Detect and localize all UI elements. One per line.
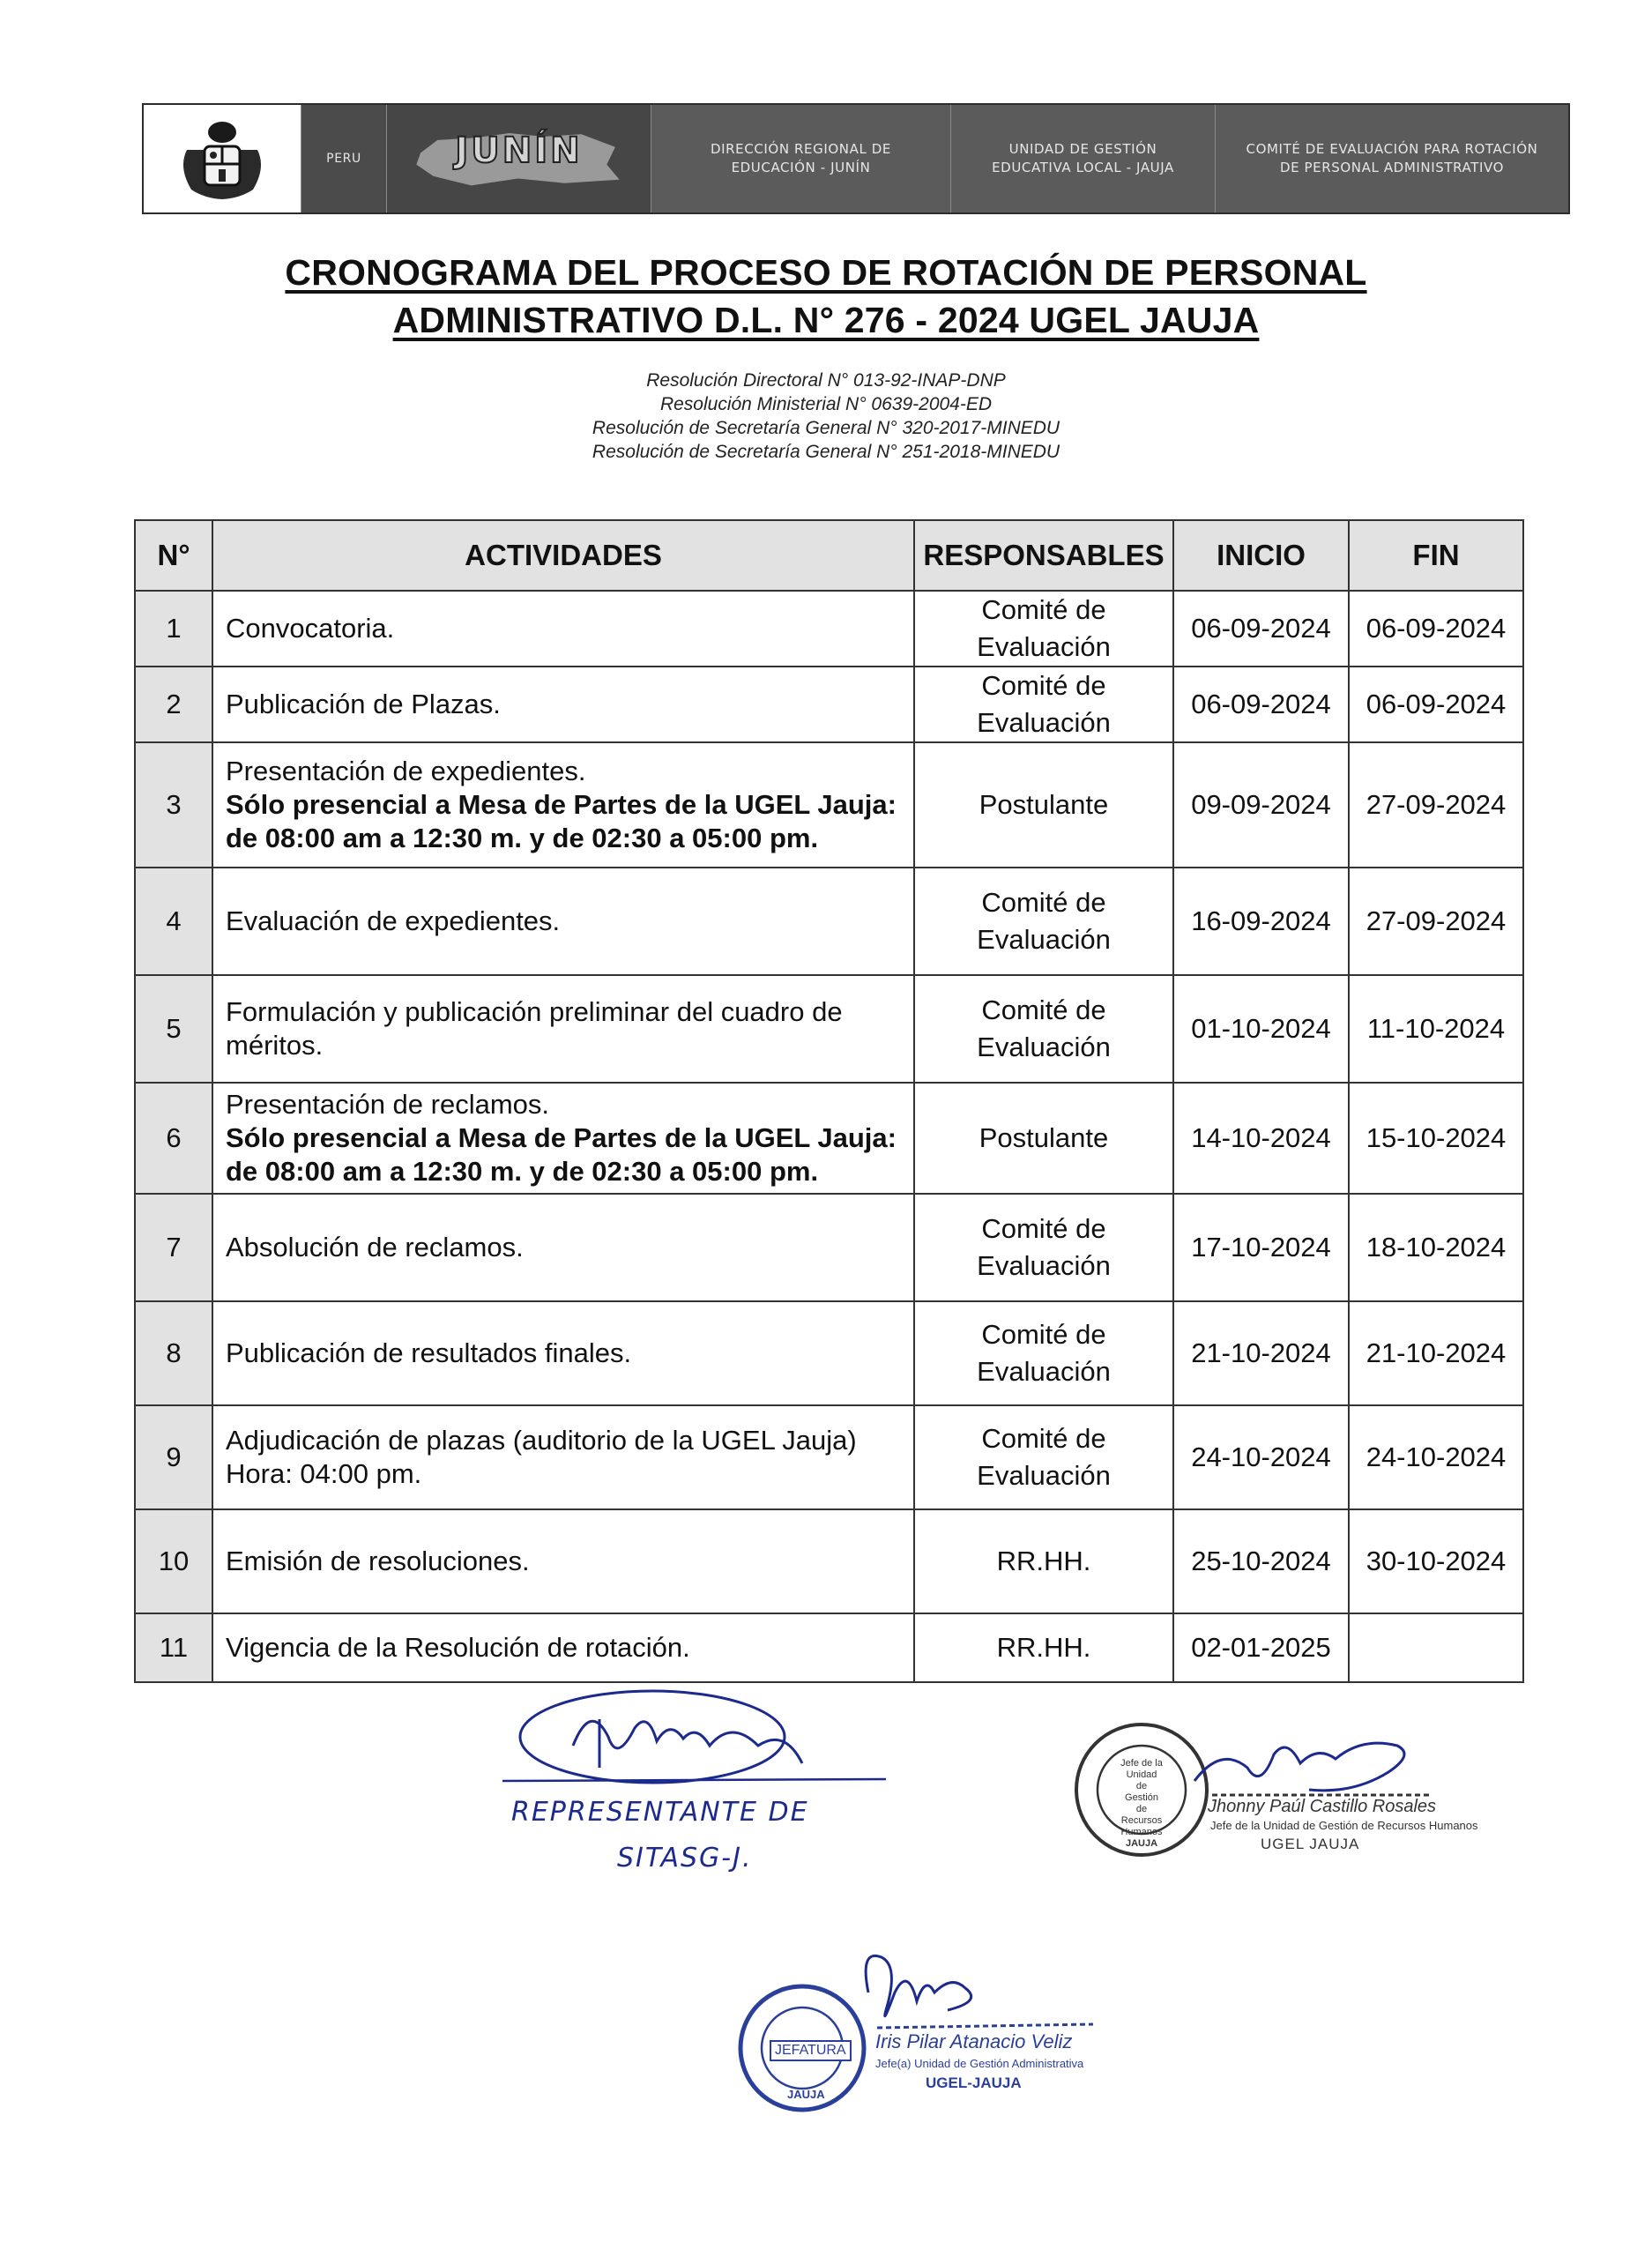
row-activity [212, 667, 914, 742]
row-activity [212, 742, 914, 868]
row-end-date: 06-09-2024 [1349, 667, 1523, 742]
header-number: N° [135, 520, 212, 591]
row-number: 11 [135, 1613, 212, 1682]
table-row [135, 591, 1523, 667]
table-row [135, 1194, 1523, 1301]
activity-text: Absolución de reclamos. [226, 1232, 524, 1263]
signature-sitasg [494, 1684, 899, 1904]
row-responsible: Comité de Evaluación [914, 667, 1173, 742]
row-number: 3 [135, 742, 212, 868]
signer-name: Iris Pilar Atanacio Veliz [875, 2030, 1073, 2052]
row-start-date: 01-10-2024 [1173, 975, 1349, 1083]
signer-org: UGEL-JAUJA [926, 2075, 1022, 2091]
row-start-date: 24-10-2024 [1173, 1405, 1349, 1509]
document-title-line-1: CRONOGRAMA DEL PROCESO DE ROTACIÓN DE PERSONAL [285, 252, 1367, 293]
peru-coat-of-arms-icon [144, 105, 301, 212]
table-header-row [135, 520, 1523, 591]
region-logo-text: JUNÍN [455, 130, 583, 171]
row-start-date: 09-09-2024 [1173, 742, 1349, 868]
document-title-line-2: ADMINISTRATIVO D.L. N° 276 - 2024 UGEL JAUJA [392, 300, 1260, 340]
row-number: 10 [135, 1509, 212, 1613]
header-responsible: RESPONSABLES [914, 520, 1173, 591]
row-start-date: 06-09-2024 [1173, 591, 1349, 667]
table-row [135, 975, 1523, 1083]
row-end-date: 15-10-2024 [1349, 1083, 1523, 1194]
signer-role: Jefe(a) Unidad de Gestión Administrativa [875, 2057, 1084, 2070]
row-responsible: Comité de Evaluación [914, 591, 1173, 667]
activity-text: Evaluación de expedientes. [226, 905, 561, 936]
row-end-date: 18-10-2024 [1349, 1194, 1523, 1301]
header-cell-dre: DIRECCIÓN REGIONAL DE EDUCACIÓN - JUNÍN [651, 105, 951, 212]
row-responsible: Comité de Evaluación [914, 1405, 1173, 1509]
peru-label: PERU [301, 105, 387, 212]
header-banner [142, 103, 1570, 214]
row-end-date: 27-09-2024 [1349, 868, 1523, 975]
row-number: 6 [135, 1083, 212, 1194]
row-responsible: Comité de Evaluación [914, 868, 1173, 975]
row-number: 9 [135, 1405, 212, 1509]
reference-line: Resolución Ministerial N° 0639-2004-ED [659, 394, 993, 414]
activity-text: Publicación de Plazas. [226, 689, 501, 719]
row-responsible: Postulante [914, 742, 1173, 868]
row-activity [212, 1405, 914, 1509]
table-row [135, 1405, 1523, 1509]
row-responsible: Comité de Evaluación [914, 1194, 1173, 1301]
row-responsible: Comité de Evaluación [914, 1301, 1173, 1405]
activity-text: Convocatoria. [226, 613, 395, 644]
row-number: 8 [135, 1301, 212, 1405]
stamp-city: JAUJA [787, 2088, 825, 2101]
handwritten-line-2: SITASG-J. [617, 1843, 753, 1873]
header-cell-ugel: UNIDAD DE GESTIÓN EDUCATIVA LOCAL - JAUJA [951, 105, 1216, 212]
stamp-jefatura: JEFATURA [770, 2040, 852, 2061]
activity-text: Emisión de resoluciones. [226, 1546, 530, 1576]
table-row [135, 1613, 1523, 1682]
row-activity [212, 868, 914, 975]
row-end-date: 24-10-2024 [1349, 1405, 1523, 1509]
signer-name: Jhonny Paúl Castillo Rosales [1208, 1797, 1437, 1816]
header-end: FIN [1349, 520, 1523, 591]
table-row [135, 1301, 1523, 1405]
stamp-inner-text: Jefe de la Unidad de Gestión de Recursos Humanos JAUJA [1120, 1758, 1163, 1849]
row-start-date: 17-10-2024 [1173, 1194, 1349, 1301]
row-start-date: 06-09-2024 [1173, 667, 1349, 742]
reference-line: Resolución de Secretaría General N° 251-2018-MINEDU [592, 442, 1060, 462]
row-number: 4 [135, 868, 212, 975]
row-end-date [1349, 1613, 1523, 1682]
row-activity [212, 1301, 914, 1405]
row-activity [212, 1083, 914, 1194]
row-start-date: 02-01-2025 [1173, 1613, 1349, 1682]
row-activity [212, 1509, 914, 1613]
row-start-date: 16-09-2024 [1173, 868, 1349, 975]
handwritten-line-1: REPRESENTANTE DE [511, 1797, 809, 1828]
row-start-date: 14-10-2024 [1173, 1083, 1349, 1194]
row-end-date: 30-10-2024 [1349, 1509, 1523, 1613]
row-number: 5 [135, 975, 212, 1083]
activity-text: Vigencia de la Resolución de rotación. [226, 1632, 690, 1663]
activity-text: Adjudicación de plazas (auditorio de la UGEL Jauja) Hora: 04:00 pm. [226, 1425, 857, 1489]
row-responsible: Postulante [914, 1083, 1173, 1194]
table-row [135, 667, 1523, 742]
row-number: 1 [135, 591, 212, 667]
row-activity [212, 591, 914, 667]
row-responsible: RR.HH. [914, 1613, 1173, 1682]
activity-text: Publicación de resultados finales. [226, 1337, 632, 1368]
row-start-date: 25-10-2024 [1173, 1509, 1349, 1613]
row-end-date: 27-09-2024 [1349, 742, 1523, 868]
table-row [135, 1083, 1523, 1194]
header-cell-committee: COMITÉ DE EVALUACIÓN PARA ROTACIÓN DE PERSONAL ADMINISTRATIVO [1216, 105, 1568, 212]
row-start-date: 21-10-2024 [1173, 1301, 1349, 1405]
table-row [135, 868, 1523, 975]
row-end-date: 21-10-2024 [1349, 1301, 1523, 1405]
row-activity [212, 975, 914, 1083]
activity-text: Formulación y publicación preliminar del cuadro de méritos. [226, 996, 843, 1061]
activity-note: Sólo presencial a Mesa de Partes de la UGEL Jauja: de 08:00 am a 12:30 m. y de 02:30 a 05:00 pm. [226, 789, 897, 853]
table-row [135, 742, 1523, 868]
row-activity [212, 1194, 914, 1301]
header-activities: ACTIVIDADES [212, 520, 914, 591]
header-start: INICIO [1173, 520, 1349, 591]
handwritten-signature-icon [736, 1940, 1106, 2116]
row-end-date: 11-10-2024 [1349, 975, 1523, 1083]
schedule-table [134, 519, 1524, 1683]
row-end-date: 06-09-2024 [1349, 591, 1523, 667]
signer-role: Jefe de la Unidad de Gestión de Recursos Humanos [1210, 1819, 1478, 1832]
row-activity [212, 1613, 914, 1682]
row-responsible: Comité de Evaluación [914, 975, 1173, 1083]
activity-text: Presentación de reclamos. [226, 1089, 550, 1120]
signer-org: UGEL JAUJA [1261, 1836, 1360, 1852]
row-number: 7 [135, 1194, 212, 1301]
signature-rrhh [1071, 1719, 1478, 1869]
activity-note: Sólo presencial a Mesa de Partes de la UGEL Jauja: de 08:00 am a 12:30 m. y de 02:30 a 05:00 pm. [226, 1122, 897, 1187]
legal-references [0, 369, 1652, 464]
activity-text: Presentación de expedientes. [226, 756, 586, 786]
row-number: 2 [135, 667, 212, 742]
reference-line: Resolución Directoral N° 013-92-INAP-DNP [646, 370, 1006, 391]
reference-line: Resolución de Secretaría General N° 320-2017-MINEDU [592, 418, 1060, 438]
region-junin-logo [387, 105, 651, 212]
row-responsible: RR.HH. [914, 1509, 1173, 1613]
signature-administration [736, 1940, 1106, 2116]
table-row [135, 1509, 1523, 1613]
